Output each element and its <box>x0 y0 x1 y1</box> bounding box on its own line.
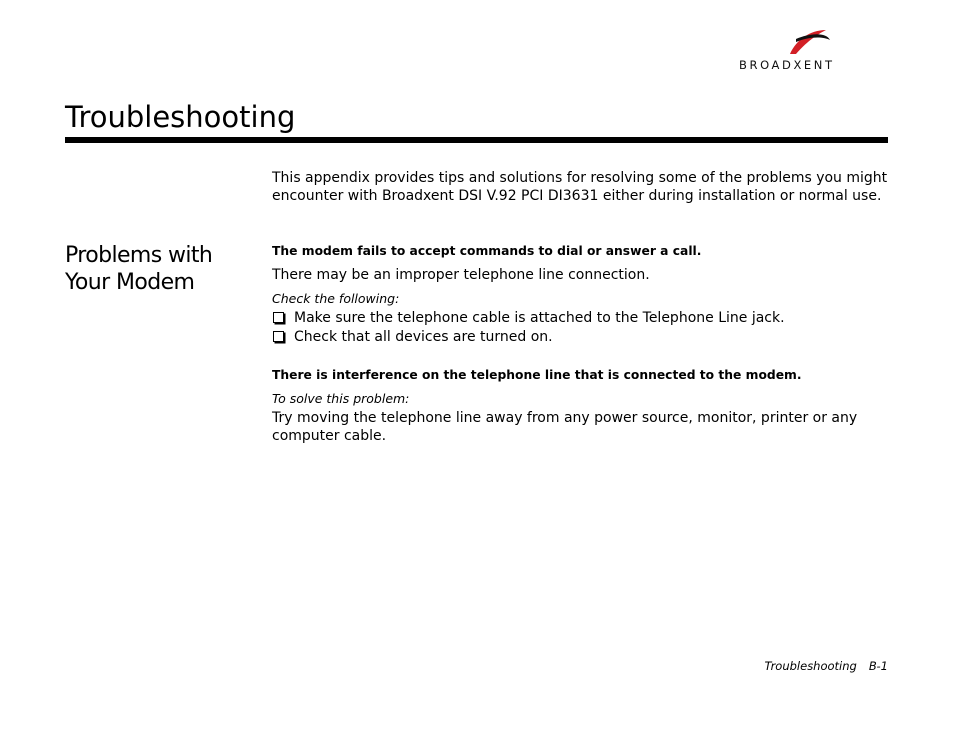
issue-title: The modem fails to accept commands to dial or answer a call. <box>272 244 702 258</box>
brand-wordmark: BROADXENT <box>739 58 835 72</box>
title-divider <box>65 137 888 143</box>
footer-chapter: Troubleshooting <box>764 659 857 673</box>
section-heading: Problems with Your Modem <box>65 243 213 295</box>
checkbox-icon <box>273 312 284 323</box>
checklist <box>272 308 785 346</box>
page-footer <box>764 659 888 673</box>
issue-solution: Try moving the telephone line away from any power source, monitor, printer or any computer cable. <box>272 410 858 444</box>
issue-title: There is interference on the telephone line that is connected to the modem. <box>272 368 802 382</box>
checklist-item-text: Check that all devices are turned on. <box>294 328 553 345</box>
page-title: Troubleshooting <box>65 100 296 134</box>
broadxent-logo <box>736 26 882 74</box>
checkbox-icon <box>273 331 284 342</box>
issue-instruction: Check the following: <box>272 291 400 306</box>
intro-paragraph: This appendix provides tips and solutions for resolving some of the problems you might encounter with Broadxent DSI V.92 PCI DI3631 either during installation or normal use. <box>272 170 888 204</box>
checklist-item <box>272 308 785 327</box>
checklist-item-text: Make sure the telephone cable is attached to the Telephone Line jack. <box>294 309 785 326</box>
issue-description: There may be an improper telephone line connection. <box>272 267 650 283</box>
checklist-item <box>272 327 785 346</box>
page-number: B-1 <box>868 659 888 673</box>
swoosh-icon <box>736 26 882 60</box>
issue-instruction: To solve this problem: <box>272 391 410 406</box>
